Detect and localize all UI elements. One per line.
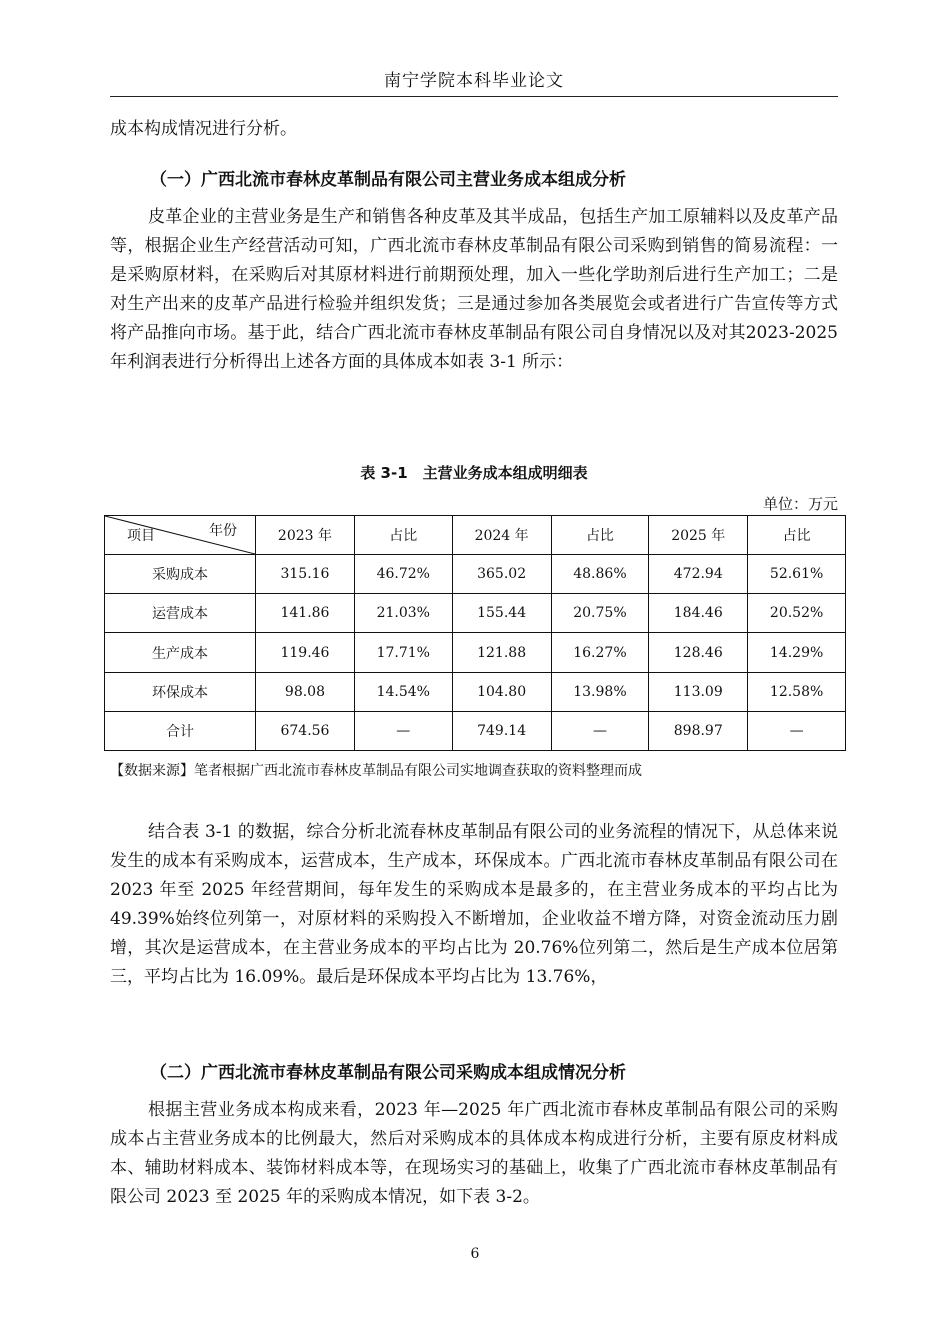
header-cell: 占比 <box>354 516 452 555</box>
table-cell: 141.86 <box>256 594 355 633</box>
table-cell: 315.16 <box>256 555 355 594</box>
row-label: 运营成本 <box>105 594 256 633</box>
table-cell: — <box>354 711 452 750</box>
corner-label-item: 项目 <box>127 528 155 544</box>
table-cell: 20.75% <box>551 594 649 633</box>
table-cell: 128.46 <box>649 633 748 672</box>
table-cell: 14.54% <box>354 672 452 711</box>
table-header-row <box>105 516 846 555</box>
section-heading-1: （一）广西北流市春林皮革制品有限公司主营业务成本组成分析 <box>150 170 626 190</box>
table-cell: 21.03% <box>354 594 452 633</box>
section-heading-2: （二）广西北流市春林皮革制品有限公司采购成本组成情况分析 <box>150 1063 626 1083</box>
row-label: 生产成本 <box>105 633 256 672</box>
table-cell: 113.09 <box>649 672 748 711</box>
cost-table <box>104 515 846 751</box>
table-cell: 12.58% <box>748 672 846 711</box>
header-cell: 2023 年 <box>256 516 355 555</box>
page-number: 6 <box>470 1246 480 1262</box>
table-cell: 674.56 <box>256 711 355 750</box>
table-cell: 48.86% <box>551 555 649 594</box>
table-cell: — <box>748 711 846 750</box>
table-cell: 17.71% <box>354 633 452 672</box>
table-total-row <box>105 711 846 750</box>
table-row <box>105 672 846 711</box>
table-cell: 52.61% <box>748 555 846 594</box>
paragraph-intro: 成本构成情况进行分析。 <box>110 119 297 139</box>
table-unit: 单位：万元 <box>762 495 838 513</box>
header-cell: 2024 年 <box>452 516 551 555</box>
paragraph-2: 结合表 3-1 的数据，综合分析北流春林皮革制品有限公司的业务流程的情况下，从总体来说发生的成本有采购成本，运营成本，生产成本，环保成本。广西北流市春林皮革制品有限公司在 2023 年至 2025 年经营期间，每年发生的采购成本是最多的，在主营业务成本的平均占比为 49.39%始终位列第一，对原材料的采购投入不断增加，企业收益不增方降，对资金流动压力剧增，其次是运营成本，在主营业务成本的平均占比为 20.76%位列第二，然后是生产成本位居第三，平均占比为 16.09%。最后是环保成本平均占比为 13.76%， <box>110 822 838 987</box>
table-caption: 表 3-1 主营业务成本组成明细表 <box>360 464 588 482</box>
table-cell: 98.08 <box>256 672 355 711</box>
table-row <box>105 594 846 633</box>
table-cell: 155.44 <box>452 594 551 633</box>
table-cell: 898.97 <box>649 711 748 750</box>
corner-cell <box>105 516 256 555</box>
header-rule <box>110 96 838 97</box>
table-cell: 365.02 <box>452 555 551 594</box>
paragraph-1: 皮革企业的主营业务是生产和销售各种皮革及其半成品，包括生产加工原辅料以及皮革产品等，根据企业生产经营活动可知，广西北流市春林皮革制品有限公司采购到销售的简易流程：一是采购原材料，在采购后对其原材料进行前期预处理，加入一些化学助剂后进行生产加工；二是对生产出来的皮革产品进行检验并组织发货；三是通过参加各类展览会或者进行广告宣传等方式将产品推向市场。基于此，结合广西北流市春林皮革制品有限公司自身情况以及对其2023-2025年利润表进行分析得出上述各方面的具体成本如表 3-1 所示： <box>110 207 838 372</box>
table-cell: 16.27% <box>551 633 649 672</box>
corner-label-year: 年份 <box>209 523 237 539</box>
table-cell: 472.94 <box>649 555 748 594</box>
header-cell: 2025 年 <box>649 516 748 555</box>
header-cell: 占比 <box>748 516 846 555</box>
paragraph-3: 根据主营业务成本构成来看，2023 年—2025 年广西北流市春林皮革制品有限公司的采购成本占主营业务成本的比例最大，然后对采购成本的具体成本构成进行分析，主要有原皮材料成本、辅助材料成本、装饰材料成本等，在现场实习的基础上，收集了广西北流市春林皮革制品有限公司 2023 至 2025 年的采购成本情况，如下表 3-2。 <box>110 1100 838 1207</box>
row-label: 合计 <box>105 711 256 750</box>
table-cell: 14.29% <box>748 633 846 672</box>
table-cell: 121.88 <box>452 633 551 672</box>
table-cell: 104.80 <box>452 672 551 711</box>
table-cell: 119.46 <box>256 633 355 672</box>
table-cell: 749.14 <box>452 711 551 750</box>
table-cell: 46.72% <box>354 555 452 594</box>
table-cell: 20.52% <box>748 594 846 633</box>
table-row <box>105 555 846 594</box>
table-cell: 184.46 <box>649 594 748 633</box>
running-header: 南宁学院本科毕业论文 <box>384 71 564 91</box>
table-cell: — <box>551 711 649 750</box>
header-cell: 占比 <box>551 516 649 555</box>
table-row <box>105 633 846 672</box>
row-label: 环保成本 <box>105 672 256 711</box>
row-label: 采购成本 <box>105 555 256 594</box>
table-cell: 13.98% <box>551 672 649 711</box>
table-source-note: 【数据来源】笔者根据广西北流市春林皮革制品有限公司实地调查获取的资料整理而成 <box>110 763 642 779</box>
